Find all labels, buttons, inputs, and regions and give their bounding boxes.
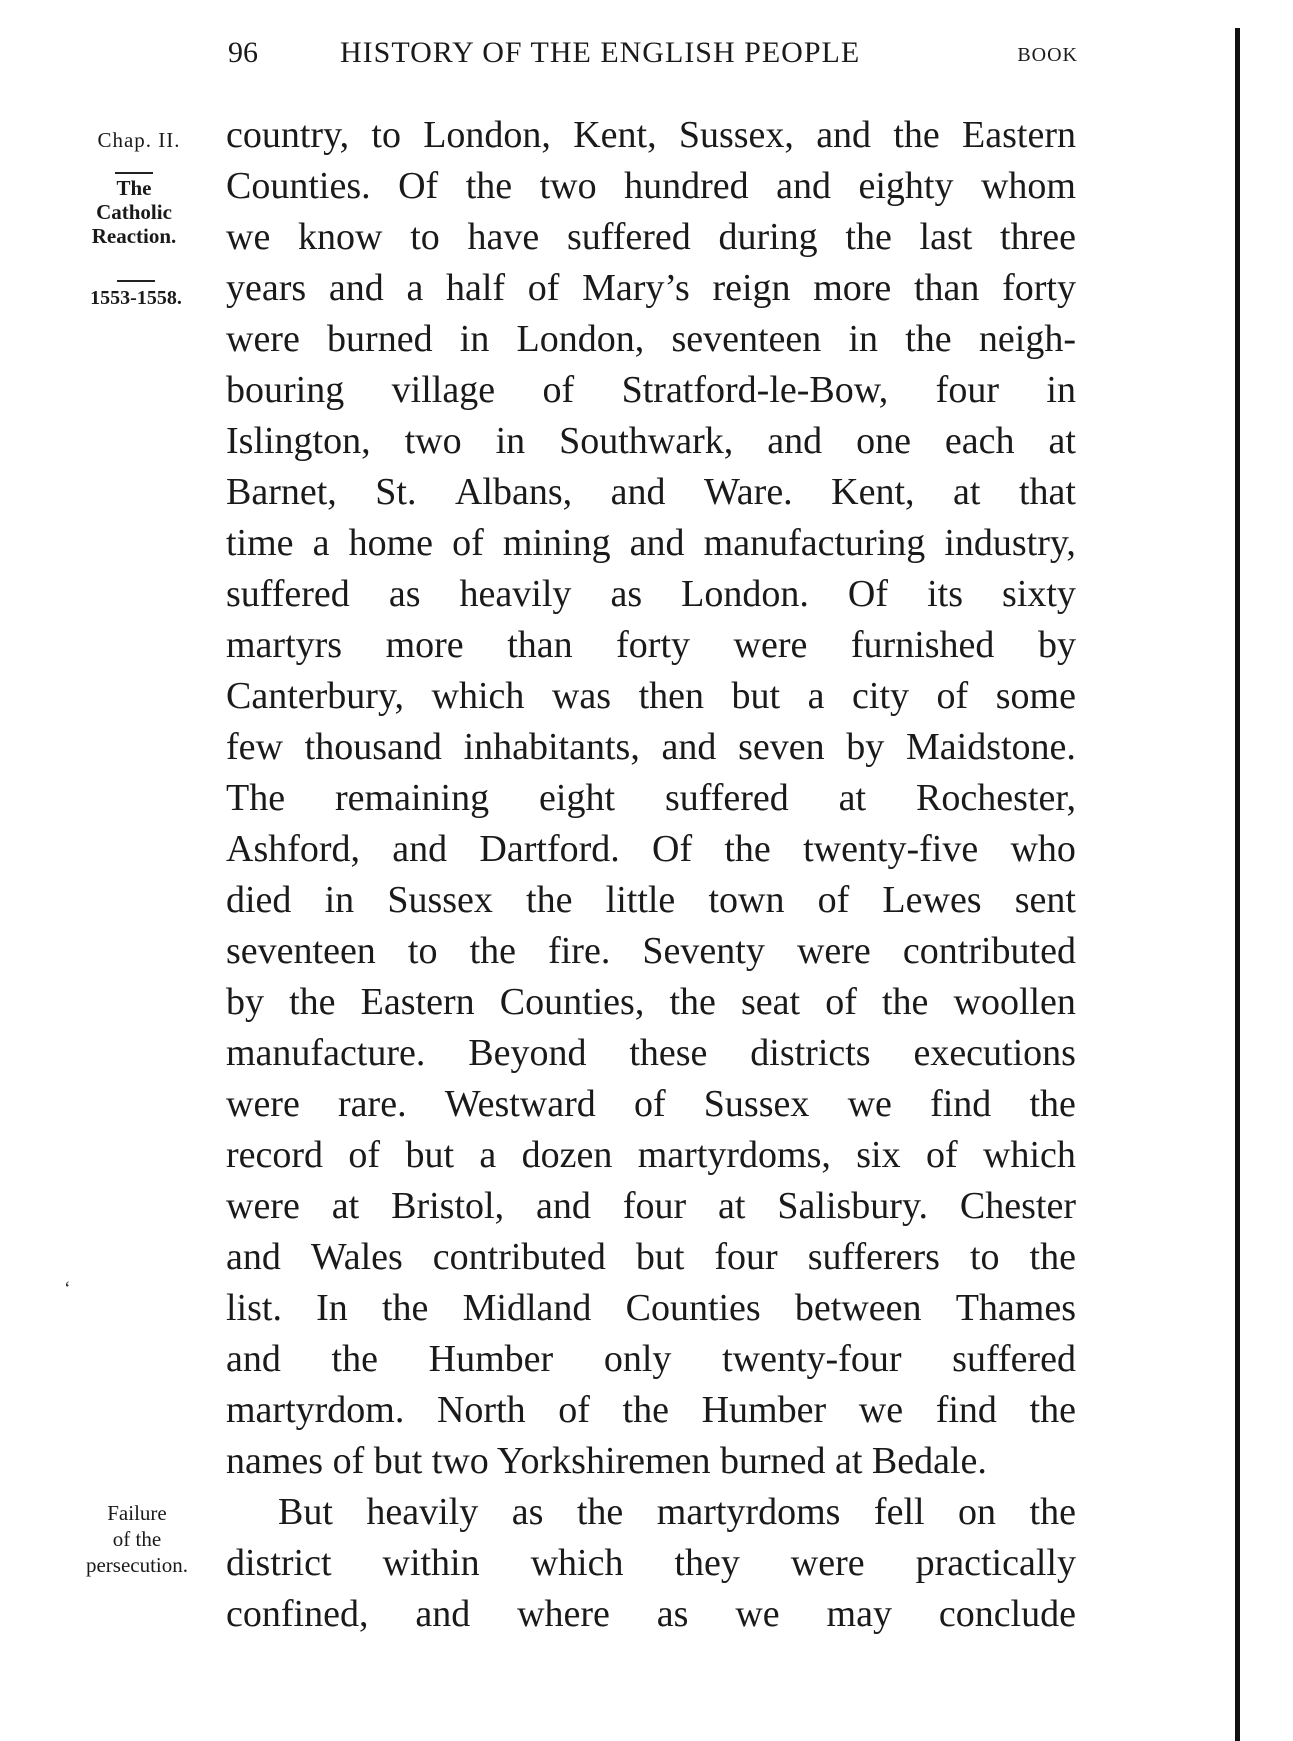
word: districts	[750, 1032, 871, 1074]
word: seven	[738, 726, 825, 768]
page-edge-rule	[1235, 28, 1240, 1741]
word: and	[226, 1338, 281, 1380]
word: we	[226, 216, 271, 258]
word: contributed	[432, 1236, 606, 1278]
word: inhabitants,	[463, 726, 640, 768]
word: of	[558, 1389, 590, 1431]
text-line	[226, 875, 1076, 926]
word: half	[446, 267, 506, 309]
word: and	[226, 1236, 281, 1278]
word: know	[298, 216, 383, 258]
word: the	[881, 981, 929, 1023]
word: and	[610, 471, 666, 513]
word: Albans,	[454, 471, 573, 513]
word: and	[661, 726, 717, 768]
word: Humber	[428, 1338, 554, 1380]
text-line	[226, 110, 1076, 161]
text-line	[226, 365, 1076, 416]
word: as	[388, 573, 421, 615]
margin-subject-note	[64, 172, 204, 248]
word: fire.	[548, 930, 611, 972]
running-title: HISTORY OF THE ENGLISH PEOPLE	[340, 36, 861, 69]
text-line	[226, 314, 1076, 365]
text-line	[226, 569, 1076, 620]
word: executions	[913, 1032, 1076, 1074]
margin-subject-line: Reaction.	[91, 224, 177, 248]
word: to	[407, 930, 438, 972]
word: these	[629, 1032, 708, 1074]
word: we	[858, 1389, 904, 1431]
margin-dates: 1553-1558.	[90, 287, 182, 309]
word: Kent,	[573, 114, 657, 156]
text-line	[226, 1334, 1076, 1385]
margin-section-line: Failure	[107, 1501, 167, 1525]
margin-section-line: persecution.	[85, 1553, 189, 1577]
word: record	[226, 1134, 324, 1176]
word: sixty	[1002, 573, 1076, 615]
word: mining	[502, 522, 611, 564]
word: by	[846, 726, 885, 768]
word: in	[495, 420, 526, 462]
word: some	[995, 675, 1076, 717]
word: seventeen	[226, 930, 376, 972]
text-line	[226, 1079, 1076, 1130]
word: the	[331, 1338, 378, 1380]
word: and	[415, 1593, 471, 1635]
word: Westward	[444, 1083, 596, 1125]
text-line	[226, 977, 1076, 1028]
margin-chapter: Chap. II.	[97, 128, 181, 152]
word: four	[935, 369, 999, 411]
word: where	[517, 1593, 610, 1635]
body-text	[226, 110, 1076, 1640]
word: but	[731, 675, 781, 717]
word: only	[603, 1338, 672, 1380]
word: forty	[616, 624, 691, 666]
word: of	[633, 1083, 666, 1125]
word: the	[622, 1389, 669, 1431]
text-line	[226, 1130, 1076, 1181]
word: of	[926, 1134, 958, 1176]
word: Counties.	[226, 165, 371, 207]
word: North	[436, 1389, 526, 1431]
text-line	[226, 416, 1076, 467]
word: and	[776, 165, 831, 207]
word: was	[551, 675, 612, 717]
word: little	[605, 879, 676, 921]
word: one	[856, 420, 911, 462]
word: Southwark,	[559, 420, 734, 462]
word: six	[856, 1134, 901, 1176]
word: country,	[226, 114, 350, 156]
word: and	[328, 267, 384, 309]
word: Sussex	[703, 1083, 810, 1125]
word: Ashford,	[226, 828, 361, 870]
text-line	[226, 773, 1076, 824]
word: but	[405, 1134, 455, 1176]
word: of	[817, 879, 850, 921]
word: Midland	[462, 1287, 592, 1329]
word: dozen	[521, 1134, 613, 1176]
word: a	[312, 522, 330, 564]
word: Eastern	[962, 114, 1076, 156]
word: by	[226, 981, 264, 1023]
word: of	[542, 369, 575, 411]
text-line	[226, 1538, 1076, 1589]
word: the	[469, 930, 516, 972]
word: practically	[915, 1542, 1076, 1584]
word: we	[847, 1083, 892, 1125]
word: as	[511, 1491, 544, 1533]
word: martyrdom.	[226, 1389, 405, 1431]
word: Of	[398, 165, 439, 207]
word: suffered	[952, 1338, 1076, 1380]
word: Barnet,	[226, 471, 337, 513]
word: four	[714, 1236, 778, 1278]
word: the	[669, 981, 716, 1023]
word: furnished	[850, 624, 995, 666]
word: and	[392, 828, 448, 870]
word: the	[1029, 1236, 1076, 1278]
word: Mary’s	[582, 267, 690, 309]
text-line	[226, 1181, 1076, 1232]
word: and	[767, 420, 823, 462]
word: whom	[980, 165, 1076, 207]
word: to	[371, 114, 401, 156]
word: martyrdoms	[656, 1491, 841, 1533]
word: the	[724, 828, 771, 870]
word: to	[410, 216, 440, 258]
word: names of but two Yorkshiremen burned at Bedale.	[226, 1440, 987, 1482]
text-line	[226, 824, 1076, 875]
text-line	[226, 518, 1076, 569]
word: The	[226, 777, 286, 819]
word: heavily	[459, 573, 572, 615]
word: Sussex	[387, 879, 493, 921]
word: martyrdoms,	[637, 1134, 831, 1176]
text-line	[226, 263, 1076, 314]
word: were	[226, 1083, 300, 1125]
book-label: BOOK	[1017, 44, 1078, 66]
word: that	[1018, 471, 1076, 513]
word: were	[796, 930, 871, 972]
text-line	[226, 722, 1076, 773]
word: than	[507, 624, 573, 666]
word: in	[324, 879, 355, 921]
word: the	[893, 114, 940, 156]
word: died	[226, 879, 292, 921]
word: were	[226, 1185, 300, 1227]
word: four	[622, 1185, 687, 1227]
word: were	[790, 1542, 865, 1584]
margin-section-note	[54, 1500, 220, 1578]
text-line	[226, 467, 1076, 518]
word: and	[816, 114, 872, 156]
word: time	[226, 522, 294, 564]
word: at	[1048, 420, 1076, 462]
word: Lewes	[882, 879, 982, 921]
text-line	[226, 926, 1076, 977]
word: which	[983, 1134, 1076, 1176]
word: who	[1010, 828, 1076, 870]
word: as	[610, 573, 643, 615]
word: home	[348, 522, 434, 564]
word: manufacturing	[703, 522, 926, 564]
word: last	[919, 216, 973, 258]
word: Salisbury.	[777, 1185, 928, 1227]
word: London,	[516, 318, 645, 360]
word: forty	[1002, 267, 1076, 309]
word: Maidstone.	[905, 726, 1076, 768]
word: bouring	[226, 369, 345, 411]
word: fell	[873, 1491, 925, 1533]
page-number: 96	[228, 36, 258, 69]
margin-section-line: of the	[112, 1527, 162, 1551]
word: the	[382, 1287, 429, 1329]
word: woollen	[953, 981, 1076, 1023]
word: martyrs	[226, 624, 343, 666]
text-line	[226, 1028, 1076, 1079]
stray-mark: ‘	[64, 1278, 71, 1300]
word: the	[465, 165, 513, 207]
word: on	[958, 1491, 997, 1533]
word: a	[807, 675, 825, 717]
word: in	[1046, 369, 1076, 411]
word: were	[733, 624, 808, 666]
word: rare.	[338, 1083, 407, 1125]
word: of	[825, 981, 857, 1023]
word: which	[431, 675, 525, 717]
word: and	[536, 1185, 591, 1227]
word: town	[708, 879, 785, 921]
word: two	[539, 165, 597, 207]
word: three	[1000, 216, 1076, 258]
word: thousand	[304, 726, 442, 768]
word: the	[905, 318, 952, 360]
word: seat	[741, 981, 801, 1023]
word: were	[226, 318, 300, 360]
word: the	[1029, 1083, 1076, 1125]
word: find	[935, 1389, 997, 1431]
word: in	[459, 318, 490, 360]
word: Seventy	[642, 930, 765, 972]
word: Counties	[625, 1287, 761, 1329]
margin-separator	[117, 280, 155, 282]
text-line	[226, 1436, 1076, 1487]
word: In	[316, 1287, 348, 1329]
word: contributed	[902, 930, 1076, 972]
margin-subject-line: The	[116, 176, 152, 200]
word: manufacture.	[226, 1032, 426, 1074]
word: and	[629, 522, 685, 564]
word: to	[969, 1236, 1000, 1278]
text-line	[226, 1589, 1076, 1640]
word: Sussex,	[678, 114, 794, 156]
word: at	[838, 777, 867, 819]
word: eighty	[858, 165, 954, 207]
word: the	[845, 216, 892, 258]
text-line	[226, 1385, 1076, 1436]
word: of	[527, 267, 560, 309]
text-line	[226, 1487, 1076, 1538]
word: Bristol,	[391, 1185, 505, 1227]
word: Stratford-le-Bow,	[621, 369, 889, 411]
word: neigh-	[978, 318, 1076, 360]
word: remaining	[335, 777, 490, 819]
word: its	[927, 573, 963, 615]
word: at	[953, 471, 981, 513]
word: But	[278, 1491, 333, 1533]
word: of	[348, 1134, 381, 1176]
word: more	[385, 624, 464, 666]
word: Rochester,	[916, 777, 1076, 819]
word: Beyond	[468, 1032, 587, 1074]
word: Eastern	[360, 981, 475, 1023]
word: they	[674, 1542, 740, 1584]
text-line	[226, 212, 1076, 263]
word: suffered	[566, 216, 691, 258]
word: district	[226, 1542, 332, 1584]
word: each	[944, 420, 1015, 462]
word: London.	[681, 573, 809, 615]
word: may	[826, 1593, 892, 1635]
word: by	[1037, 624, 1076, 666]
word: reign	[712, 267, 791, 309]
margin-subject-line: Catholic	[96, 200, 172, 224]
word: Kent,	[831, 471, 915, 513]
word: Humber	[701, 1389, 827, 1431]
word: the	[526, 879, 573, 921]
word: twenty-five	[803, 828, 979, 870]
word: industry,	[944, 522, 1076, 564]
word: village	[391, 369, 496, 411]
word: few	[226, 726, 283, 768]
word: of	[936, 675, 969, 717]
word: than	[913, 267, 980, 309]
word: Ware.	[703, 471, 793, 513]
word: of	[452, 522, 484, 564]
word: sufferers	[807, 1236, 940, 1278]
text-line	[226, 620, 1076, 671]
word: Thames	[955, 1287, 1076, 1329]
word: at	[331, 1185, 360, 1227]
word: Dartford.	[479, 828, 620, 870]
word: twenty-four	[722, 1338, 902, 1380]
word: Of	[847, 573, 889, 615]
word: suffered	[226, 573, 350, 615]
word: a	[479, 1134, 497, 1176]
word: conclude	[938, 1593, 1076, 1635]
word: the	[289, 981, 336, 1023]
word: Counties,	[499, 981, 645, 1023]
word: burned	[327, 318, 433, 360]
word: Wales	[310, 1236, 403, 1278]
word: seventeen	[671, 318, 822, 360]
word: which	[530, 1542, 624, 1584]
word: years	[226, 267, 307, 309]
word: St.	[375, 471, 417, 513]
word: have	[467, 216, 540, 258]
text-line	[226, 671, 1076, 722]
word: London,	[423, 114, 551, 156]
word: city	[852, 675, 910, 717]
word: two	[404, 420, 462, 462]
word: in	[848, 318, 879, 360]
word: heavily	[366, 1491, 479, 1533]
word: more	[813, 267, 892, 309]
word: during	[718, 216, 818, 258]
word: find	[930, 1083, 992, 1125]
text-line	[226, 1283, 1076, 1334]
word: the	[576, 1491, 624, 1533]
word: Of	[652, 828, 693, 870]
text-line	[226, 1232, 1076, 1283]
word: as	[656, 1593, 689, 1635]
word: the	[1029, 1389, 1076, 1431]
word: sent	[1014, 879, 1076, 921]
word: Chester	[959, 1185, 1076, 1227]
word: suffered	[664, 777, 789, 819]
word: then	[638, 675, 704, 717]
word: Islington,	[226, 420, 371, 462]
word: confined,	[226, 1593, 369, 1635]
word: hundred	[624, 165, 749, 207]
word: eight	[539, 777, 615, 819]
word: we	[735, 1593, 780, 1635]
text-line	[226, 161, 1076, 212]
word: list.	[226, 1287, 282, 1329]
page-header	[228, 36, 1078, 76]
margin-separator	[115, 172, 153, 174]
word: within	[382, 1542, 480, 1584]
word: a	[406, 267, 424, 309]
word: Canterbury,	[226, 675, 404, 717]
word: at	[718, 1185, 746, 1227]
word: the	[1029, 1491, 1076, 1533]
margin-dates-note	[66, 280, 206, 310]
word: between	[794, 1287, 922, 1329]
word: but	[635, 1236, 685, 1278]
